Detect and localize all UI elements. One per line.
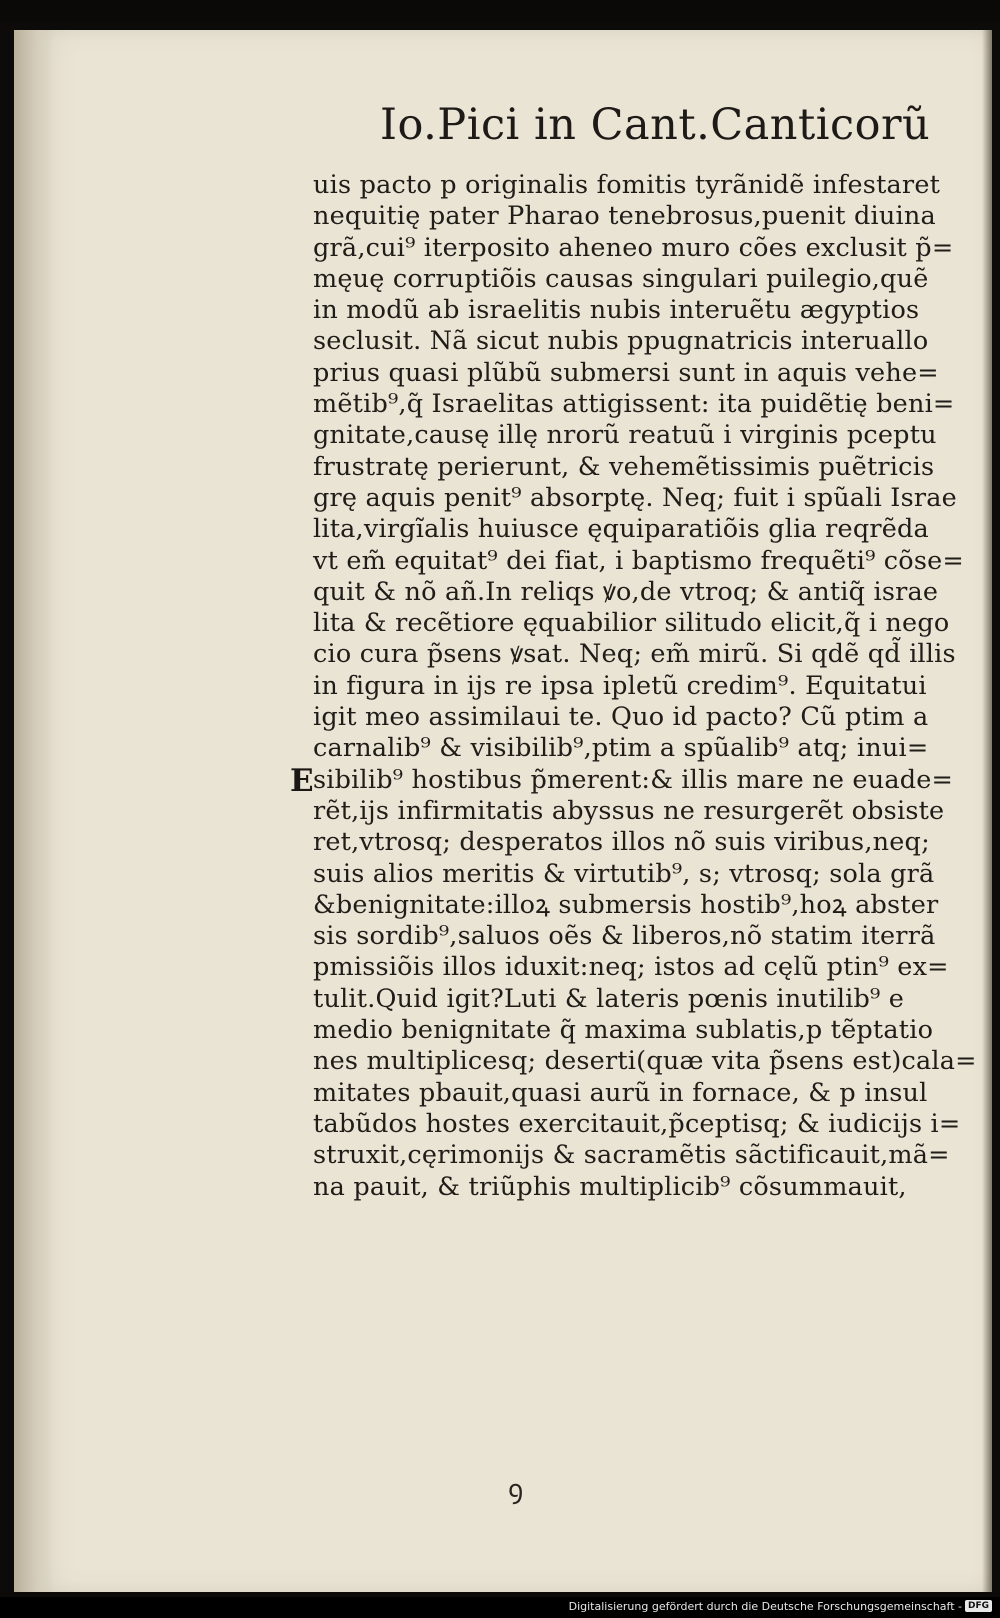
text-line: carnalib⁹ & visibilib⁹,ptim a spũalib⁹ atq; inui= bbox=[313, 733, 929, 764]
text-line: mẽtib⁹,q̃ Israelitas attigissent: ita puidẽtię beni= bbox=[313, 389, 955, 420]
text-line: medio benignitate q̃ maxima sublatis,p tẽptatio bbox=[313, 1015, 934, 1046]
text-line: tabũdos hostes exercitauit,p̃ceptisq; & iudicijs i= bbox=[313, 1108, 961, 1139]
page-binding-shadow bbox=[14, 30, 54, 1592]
text-line: cio cura p̃sens ꝟsat. Neq; em̃ mirũ. Si qdẽ qd̃ illis bbox=[313, 639, 956, 670]
text-line: na pauit, & triũphis multiplicib⁹ cõsummauit, bbox=[313, 1171, 907, 1202]
text-line: frustratę perierunt, & vehemẽtissimis puẽtricis bbox=[313, 451, 935, 482]
text-block bbox=[313, 170, 977, 1203]
text-line: ret,vtrosq; desperatos illos nõ suis viribus,neq; bbox=[313, 827, 930, 858]
text-line: suis alios meritis & virtutib⁹, s; vtrosq; sola grã bbox=[313, 858, 935, 889]
footer-credit: Digitalisierung gefördert durch die Deutsche Forschungsgemeinschaft - bbox=[568, 1600, 962, 1613]
text-line: pmissiõis illos iduxit:neq; istos ad cęlũ ptin⁹ ex= bbox=[313, 952, 949, 983]
text-line: lita,virgĩalis huiusce ęquiparatiõis glia reqrẽda bbox=[313, 514, 929, 545]
text-line: in modũ ab israelitis nubis interuẽtu ægyptios bbox=[313, 295, 920, 326]
dfg-logo: DFG bbox=[965, 1600, 992, 1612]
text-line: uis pacto p originalis fomitis tyrãnidẽ infestaret bbox=[313, 170, 941, 200]
text-line: lita & recẽtiore ęquabilior silitudo elicit,q̃ i nego bbox=[313, 608, 950, 639]
signature-mark: ꝯ bbox=[508, 1475, 524, 1505]
running-head: Io.Pici in Cant.Canticorũ bbox=[380, 100, 931, 150]
text-line: grã,cui⁹ iterposito aheneo muro cões exclusit p̃= bbox=[313, 232, 954, 263]
text-line: grę aquis penit⁹ absorptę. Neq; fuit i spũali Israe bbox=[313, 482, 957, 513]
marginal-letter: E bbox=[290, 763, 314, 799]
text-line: nes multiplicesq; deserti(quæ vita p̃sens est)cala= bbox=[313, 1046, 977, 1077]
text-line: sibilib⁹ hostibus p̃merent:& illis mare ne euade= bbox=[313, 764, 954, 795]
text-line: nequitię pater Pharao tenebrosus,puenit diuina bbox=[313, 201, 936, 232]
text-line: męuę corruptiõis causas singulari puilegio,quẽ bbox=[313, 263, 929, 294]
text-line: &benignitate:illoꝝ submersis hostib⁹,hoꝝ abster bbox=[313, 889, 939, 920]
text-line: quit & nõ añ.In reliqs ꝟo,de vtroq; & antiq̃ israe bbox=[313, 576, 939, 607]
scanner-top-strip bbox=[0, 0, 1000, 22]
text-line: mitates pbauit,quasi aurũ in fornace, & p insul bbox=[313, 1077, 928, 1108]
text-line: vt em̃ equitat⁹ dei fiat, i baptismo frequẽti⁹ cõse= bbox=[313, 545, 964, 576]
text-line: struxit,cęrimonijs & sacramẽtis sãctificauit,mã= bbox=[313, 1140, 950, 1171]
text-line: rẽt,ijs infirmitatis abyssus ne resurgerẽt obsiste bbox=[313, 795, 945, 826]
text-line: igit meo assimilaui te. Quo id pacto? Cũ ptim a bbox=[313, 702, 929, 733]
text-line: seclusit. Nã sicut nubis ppugnatricis interuallo bbox=[313, 326, 929, 357]
text-line: prius quasi plũbũ submersi sunt in aquis vehe= bbox=[313, 357, 939, 388]
text-line: gnitate,causę illę nrorũ reatuũ i virginis pceptu bbox=[313, 420, 937, 451]
footer-bar bbox=[0, 1597, 1000, 1618]
text-line: sis sordib⁹,saluos oẽs & liberos,nõ statim iterrã bbox=[313, 921, 936, 952]
page-edge-shadow bbox=[982, 30, 992, 1592]
text-line: in figura in ijs re ipsa ipletũ credim⁹. Equitatui bbox=[313, 670, 927, 701]
text-line: tulit.Quid igit?Luti & lateris pœnis inutilib⁹ e bbox=[313, 983, 905, 1014]
